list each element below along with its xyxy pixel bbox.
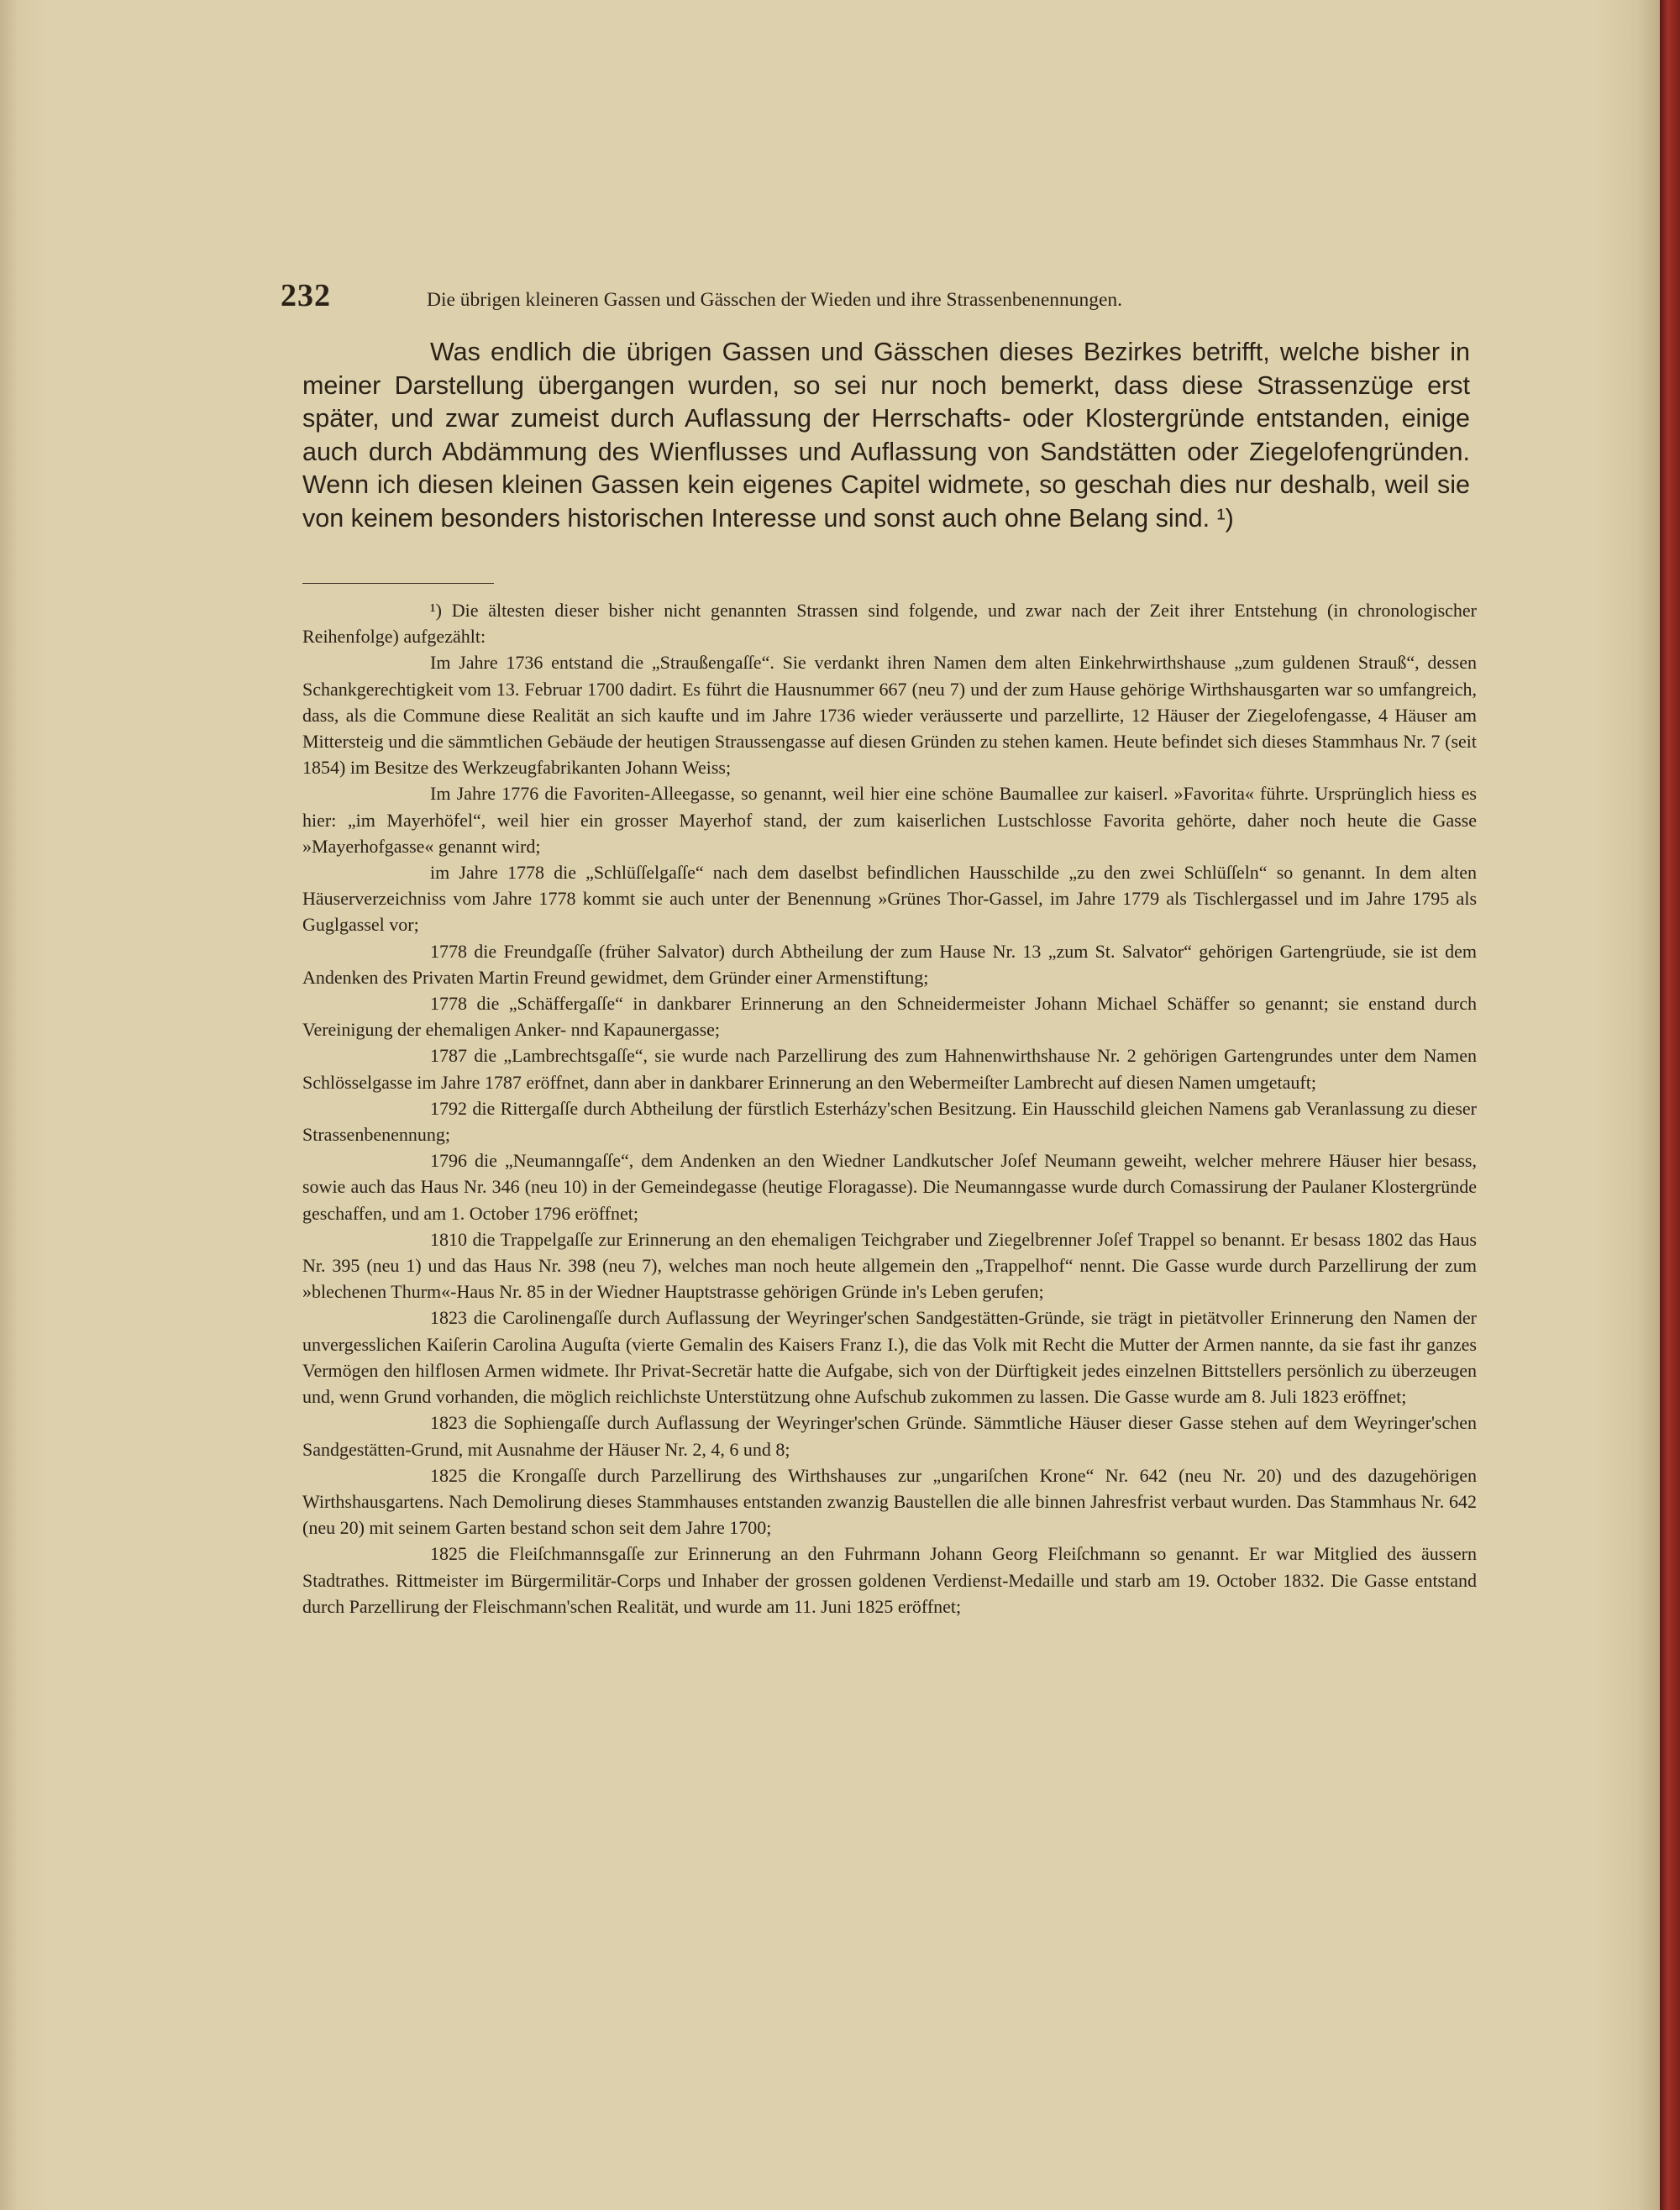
footnote-entry: 1825 die Fleiſchmannsgaſſe zur Erinnerung an den Fuhrmann Johann Georg Fleiſchmann so genannt. Er war Mitglied des äussern Stadtrathes. Rittmeister im Bürgermilitär-Corps und Inhaber der grossen goldenen Verdienst-Medaille und starb am 19. October 1832. Die Gasse entstand durch Parzellirung der Fleischmann'schen Realität, und wurde am 11. Juni 1825 eröffnet; — [302, 1543, 1477, 1617]
footnote-entry: Im Jahre 1776 die Favoriten-Alleegasse, so genannt, weil hier eine schöne Baumallee zur kaiserl. »Favorita« führte. Ursprünglich hiess es hier: „im Mayerhöfel“, weil hier ein grosser Mayerhof stand, der zum kaiserlichen Lustschlosse Favorita gehörte, daher noch heute die Gasse »Mayerhofgasse« genannt wird; — [302, 783, 1477, 857]
footnote-entry: 1778 die „Schäffergaſſe“ in dankbarer Erinnerung an den Schneidermeister Johann Michael Schäffer so genannt; sie enstand durch Vereinigung der ehemaligen Anker- nnd Kapaunergasse; — [302, 993, 1477, 1041]
footnote-entry: 1823 die Carolinengaſſe durch Auflassung der Weyringer'schen Sandgestätten-Gründe, sie trägt in pietätvoller Erinnerung den Namen der unvergesslichen Kaiſerin Carolina Auguſta (vierte Gemalin des Kaisers Franz I.), die das Volk mit Recht die Mutter der Armen nannte, da sie fast ihr ganzes Vermögen den hilflosen Armen widmete. Ihr Privat-Secretär hatte die Aufgabe, sich von der Dürftigkeit jedes einzelnen Bittstellers persönlich zu überzeugen und, wenn Grund vorhanden, die möglich reichlichste Unterstützung ohne Aufschub zukommen zu lassen. Die Gasse wurde am 8. Juli 1823 eröffnet; — [302, 1307, 1477, 1408]
footnote-entry: 1787 die „Lambrechtsgaſſe“, sie wurde nach Parzellirung des zum Hahnenwirthshause Nr. 2 gehörigen Gartengrundes unter dem Namen Schlösselgasse im Jahre 1787 eröffnet, dann aber in dankbarer Erinnerung an den Webermeiſter Lambrecht auf diesen Namen umgetauft; — [302, 1045, 1477, 1093]
footnote-divider — [302, 583, 494, 584]
footnote-entry: 1778 die Freundgaſſe (früher Salvator) durch Abtheilung der zum Hause Nr. 13 „zum St. Salvator“ gehörigen Gartengrüude, sie ist dem Andenken des Privaten Martin Freund gewidmet, dem Gründer einer Armenstiftung; — [302, 940, 1477, 988]
footnote-entry: 1825 die Krongaſſe durch Parzellirung des Wirthshauses zur „ungariſchen Krone“ Nr. 642 (neu Nr. 20) und des dazugehörigen Wirthshausgartens. Nach Demolirung dieses Stammhauses entstanden zwanzig Baustellen die alle binnen Jahresfrist verbaut wurden. Das Stammhaus Nr. 642 (neu 20) mit seinem Garten bestand schon seit dem Jahre 1700; — [302, 1464, 1477, 1539]
running-head: Die übrigen kleineren Gassen und Gässchen der Wieden und ihre Strassenbenennungen. — [427, 289, 1123, 311]
footnote-intro: ¹) Die ältesten dieser bisher nicht genannten Strassen sind folgende, und zwar nach der Zeit ihrer Entstehung (in chronologischer Reihenfolge) aufgezählt: — [302, 600, 1477, 648]
page-number: 232 — [281, 278, 331, 313]
footnote-entry: Im Jahre 1736 entstand die „Straußengaſſe“. Sie verdankt ihren Namen dem alten Einkehrwirthshause „zum guldenen Strauß“, dessen Schankgerechtigkeit vom 13. Februar 1700 dadirt. Es führt die Hausnummer 667 (neu 7) und der zum Hause gehörige Wirthshausgarten war so umfangreich, dass, als die Commune diese Realität an sich kaufte und im Jahre 1736 wieder veräusserte und parzellirte, 12 Häuser der Ziegelofengasse, 4 Häuser am Mittersteig und die sämmtlichen Gebäude der heutigen Straussengasse auf diesen Gründen zu stehen kamen. Heute befindet sich dieses Stammhaus Nr. 7 (seit 1854) im Besitze des Werkzeugfabrikanten Johann Weiss; — [302, 652, 1477, 779]
book-spine-edge — [1660, 0, 1680, 2210]
page-header — [281, 277, 1473, 314]
footnote-entry: 1823 die Sophiengaſſe durch Auflassung der Weyringer'schen Gründe. Sämmtliche Häuser dieser Gasse stehen auf dem Weyringer'schen Sandgestätten-Grund, mit Ausnahme der Häuser Nr. 2, 4, 6 und 8; — [302, 1412, 1477, 1460]
main-paragraph: Was endlich die übrigen Gassen und Gässchen dieses Bezirkes betrifft, welche bisher in meiner Darstellung übergangen wurden, so sei nur noch bemerkt, dass diese Strassenzüge erst später, und zwar zumeist durch Auflassung der Herrschafts- oder Klostergründe entstanden, einige auch durch Abdämmung des Wienflusses und Auflassung von Sandstätten oder Ziegelofengründen. Wenn ich diesen kleinen Gassen kein eigenes Capitel widmete, so geschah dies nur deshalb, weil sie von keinem besonders historischen Interesse und sonst auch ohne Belang sind. ¹) — [302, 338, 1470, 533]
footnote-entry: im Jahre 1778 die „Schlüſſelgaſſe“ nach dem daselbst befindlichen Hausschilde „zu den zwei Schlüſſeln“ so genannt. In dem alten Häuserverzeichniss vom Jahre 1778 kommt sie auch unter der Benennung »Grünes Thor-Gassel, im Jahre 1779 als Tischlergassel und im Jahre 1795 als Guglgassel vor; — [302, 862, 1477, 936]
footnote-entry: 1810 die Trappelgaſſe zur Erinnerung an den ehemaligen Teichgraber und Ziegelbrenner Joſef Trappel so benannt. Er besass 1802 das Haus Nr. 395 (neu 1) und das Haus Nr. 398 (neu 7), welches man noch heute allgemein den „Trappelhof“ nennt. Die Gasse wurde durch Parzellirung der zum »blechenen Thurm«-Haus Nr. 85 in der Wiedner Hauptstrasse gehörigen Gründe in's Leben gerufen; — [302, 1228, 1477, 1303]
footnote-entry: 1792 die Rittergaſſe durch Abtheilung der fürstlich Esterházy'schen Besitzung. Ein Hausschild gleichen Namens gab Veranlassung zu dieser Strassenbenennung; — [302, 1097, 1477, 1146]
footnote-entry: 1796 die „Neumanngaſſe“, dem Andenken an den Wiedner Landkutscher Joſef Neumann geweiht, welcher mehrere Häuser hier besass, sowie auch das Haus Nr. 346 (neu 10) in der Gemeindegasse (heutige Floragasse). Die Neumanngasse wurde durch Comassirung der Paulaner Klostergründe geschaffen, und am 1. October 1796 eröffnet; — [302, 1150, 1477, 1224]
footnotes — [302, 597, 1477, 1619]
